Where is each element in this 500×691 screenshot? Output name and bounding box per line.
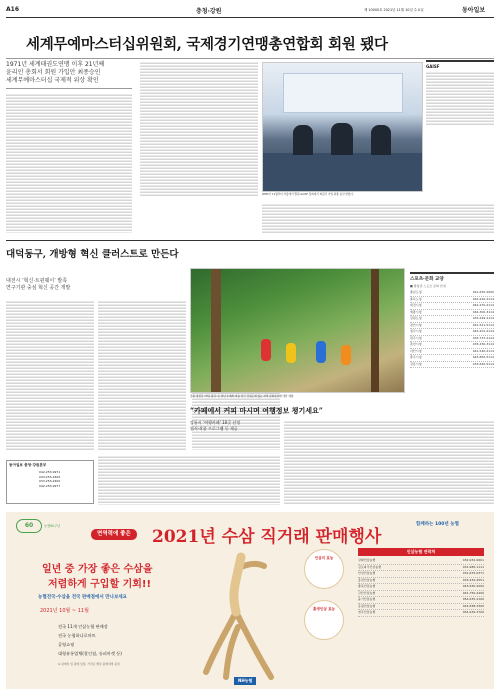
ad-table-row-value: 031-675-0371 (462, 571, 484, 575)
circle-title: 인삼의 효능 (314, 556, 334, 560)
lede-line: 세계무예마스터십 국제적 위상 확인 (6, 77, 99, 84)
ad-logo-text: 농협60주년 (44, 524, 61, 528)
ad-table-row-label: 금산인삼농협 (358, 590, 376, 595)
ad-title: 2021년 수삼 직거래 판매행사 (152, 527, 382, 547)
person (371, 125, 391, 155)
masthead-rule (6, 17, 494, 18)
article1-caption: WMC가 11월부터 서울에서 열린 GAISF 총회에서 회원국 가입 최종 승인 받았다. (262, 193, 354, 196)
article2-body-col4 (98, 455, 280, 505)
headline-rule (6, 58, 494, 59)
ad-table-rows (358, 558, 484, 617)
contact-line: 033-253-2400 (39, 479, 61, 483)
contact-line: 042-253-9971 (39, 470, 61, 474)
sub-line: 대전시 ‘혁신·트윈웨이’ 발족 (6, 278, 68, 284)
gaisf-title: GAISF (426, 64, 440, 69)
ad-table-row-value: 031-985-1111 (462, 564, 484, 569)
culture-title: 스포츠·문화 교양 (410, 277, 444, 282)
culture-row-label: 강원도청 (410, 316, 422, 320)
photo2-caption: 강원 정선군 ‘미당 평강’ 은 천년 수례의 마을 인근 강원도에 있는 지역 문화유산에 대한 체험. (190, 395, 295, 398)
gaisf-text (426, 71, 494, 126)
lede-rule (6, 88, 132, 89)
ad-bullets (58, 622, 122, 658)
ad-headline2: 저렴하게 구입할 기회!! (48, 579, 152, 590)
ad-footer-logo: NH농협 (234, 677, 256, 685)
culture-row-value: 041-635-2000 (472, 290, 494, 294)
article3-sub (190, 420, 280, 432)
child-figure (341, 345, 351, 365)
culture-row-value: 042-270-2114 (472, 303, 494, 307)
contact-title: 동아일보 충청·강원본부 (9, 463, 47, 467)
child-figure (316, 341, 326, 363)
lede-line: 1971년 세계태권도연맹 이후 21년째 (6, 61, 105, 68)
lede-line: 윤리인 총회서 회원 가입안 최종승인 (6, 69, 101, 76)
culture-row-label: 아산시청 (410, 348, 422, 353)
ad-table-row-value: 054-639-3700 (462, 610, 484, 614)
ad-bullet: 공영쇼핑 (58, 642, 75, 647)
article2-body-col2 (98, 300, 186, 450)
culture-box (410, 272, 494, 402)
tree-trunk (211, 269, 221, 393)
culture-row-label: 천안시청 (410, 322, 422, 327)
person (331, 123, 353, 155)
article1-headline: 세계무예마스터십위원회, 국제경기연맹총연합회 회원 됐다 (26, 36, 388, 53)
ad-table-row-value: 033-432-4551 (462, 577, 484, 582)
ad-period: 2021년 10월 ~ 11월 (40, 608, 89, 614)
culture-row-value: 033-249-2114 (472, 316, 494, 320)
culture-row-value: 041-521-5114 (472, 322, 494, 327)
ad-table-row-value: 041-750-2400 (462, 590, 484, 595)
culture-row-value: 033-250-3114 (472, 342, 494, 346)
culture-row-label: 세종시청 (410, 309, 422, 314)
contact-line: 042-253-9977 (39, 483, 61, 488)
section-divider (6, 240, 494, 241)
ad-table-row (358, 610, 484, 617)
sub-line: 연구기관 중심 혁신 공간 개발 (6, 285, 71, 291)
culture-row (410, 362, 494, 369)
culture-row-label: 충북도청 (410, 296, 422, 301)
ad-table-row-label: 안성인삼농협 (358, 571, 376, 575)
ad-table-row-label: 충북인삼농협 (358, 584, 376, 588)
ad-table-row-label: 김포파주인삼농협 (358, 564, 382, 569)
culture-row-value: 033-737-2114 (472, 335, 494, 340)
ad-bullet: 전국 11개 인삼농협 판매장 (58, 624, 108, 629)
ad-table-row-label: 증평인삼농협 (358, 603, 376, 608)
article2-sub (6, 278, 121, 292)
article2-photo (190, 268, 405, 393)
culture-row-value: 043-850-5114 (472, 355, 494, 359)
culture-row-value: 044-300-3114 (472, 309, 494, 314)
article1-body-col1 (6, 93, 132, 233)
issue-info: 제 10000호 2021년 11월 10일 수요일 (364, 8, 424, 12)
masthead (6, 4, 494, 16)
ad-contact-table (358, 548, 484, 617)
ad-table-row-label: 홍천인삼농협 (358, 577, 376, 582)
ad-banner (6, 512, 494, 689)
ad-table-row-value: 054-635-2100 (462, 597, 484, 601)
contact-line: 043-253-2400 (39, 474, 61, 479)
culture-row-label: 원주시청 (410, 335, 422, 340)
meeting-table (263, 153, 423, 192)
article1-body-col3 (262, 203, 494, 233)
ad-table-row-label: 영주인삼농협 (358, 610, 376, 614)
ad-badge: 면역력에 좋은 (91, 529, 137, 540)
ad-table-row-label: 강화인삼농협 (358, 558, 376, 562)
ad-table-title: 인삼농협 연락처 (358, 548, 484, 556)
culture-row-label: 춘천시청 (410, 342, 422, 346)
gaisf-box (426, 60, 494, 130)
ad-table-row-value: 032-932-0601 (462, 558, 484, 562)
ad-sub: 농협전국·수삼을 전국 판매점에서 만나보세요 (38, 595, 128, 600)
article1-photo (262, 62, 423, 192)
culture-row-value: 033-640-5114 (472, 361, 494, 366)
ad-bullet: 전국 농협하나로마트 (58, 633, 96, 638)
culture-row-label: 충남도청 (410, 290, 422, 294)
ad-table-row-value: 043-830-2000 (462, 584, 484, 588)
contact-box (6, 460, 94, 504)
ad-headline1: 일년 중 가장 좋은 수삼을 (42, 564, 153, 575)
section-title: 충청·강원 (196, 8, 222, 15)
tree-trunk (371, 269, 379, 393)
article2-body-col1 (6, 300, 94, 450)
ginseng-illustration (186, 552, 296, 682)
article3-headline: “카페에서 커피 마시며 여행정보 챙기세요” (190, 406, 323, 415)
culture-subtitle: ■ 충청권 스포츠 문화 안내 (410, 284, 446, 288)
article1-lede (6, 61, 132, 85)
ad-table-row-label: 풍기인삼농협 (358, 597, 376, 601)
culture-row-value: 043-201-2114 (472, 329, 494, 333)
culture-list (410, 290, 494, 368)
page-number: A16 (6, 6, 19, 13)
efficacy-circle (304, 549, 344, 589)
culture-row-label: 청주시청 (410, 329, 422, 333)
culture-row-label: 강릉시청 (410, 361, 422, 366)
child-figure (286, 343, 296, 363)
ad-note: ※ 판매처 및 판매 일정, 가격은 해당 판매처에 문의 (58, 662, 120, 666)
nh-60-logo: 60 (16, 519, 42, 533)
efficacy-circle (304, 600, 344, 640)
culture-row-value: 041-540-2114 (472, 348, 494, 353)
article3-body (284, 420, 494, 505)
article2-headline: 대덕동구, 개방형 혁신 클러스트로 만든다 (6, 249, 179, 260)
article1-body-col2 (140, 61, 258, 196)
circle-title: 흙생인삼 효능 (312, 607, 336, 611)
person (293, 125, 313, 155)
wmc-banner (283, 73, 403, 113)
culture-row-label: 충주시청 (410, 355, 422, 359)
ad-bullet: 대형유통업체(할인점, 슈퍼마켓 등) (58, 651, 122, 656)
paper-name: 동아일보 (462, 7, 486, 14)
sub-line: 강릉시 ‘여행카페’ 10곳 선정 (190, 420, 241, 425)
culture-row-value: 043-220-2114 (472, 296, 494, 301)
child-figure (261, 339, 271, 361)
culture-row-label: 대전시청 (410, 303, 422, 307)
ad-slogan: 함께하는 100년 농협 (416, 522, 459, 527)
sub-line: 엽서·작품 프로그램 등 제공 (190, 426, 238, 431)
ad-table-row-value: 043-838-3300 (462, 603, 484, 608)
